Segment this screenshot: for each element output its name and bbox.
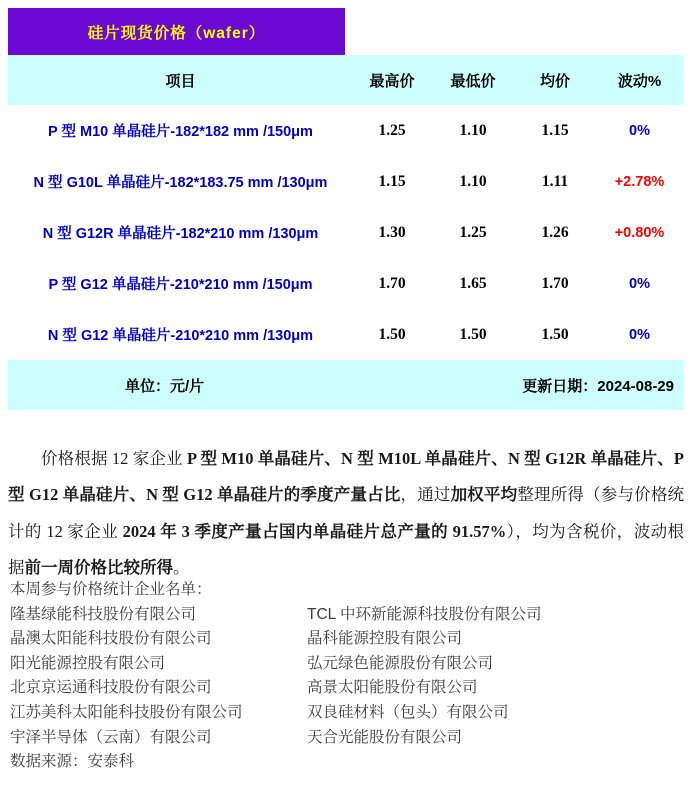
note-segment: 。	[173, 558, 190, 578]
cell-change: +2.78%	[614, 173, 665, 190]
cell-change: 0%	[629, 122, 650, 139]
cell-item-name: N 型 G12 单晶硅片-210*210 mm /130μm	[47, 328, 314, 344]
cell-change: +0.80%	[614, 224, 665, 241]
company-name: 弘元绿色能源股份有限公司	[307, 654, 494, 672]
note-segment: P 型 M10 单晶硅片、N 型 M10L 单晶硅片、N 型 G12R 单晶硅片、P 型 G12 单晶硅片、N 型 G12 单晶硅片的季度产量占比	[8, 449, 685, 505]
note-segment: ，通过	[400, 485, 451, 505]
header-cell-change: 波动%	[617, 72, 662, 90]
header-cell-avg: 均价	[539, 72, 570, 90]
cell-item-name: P 型 G12 单晶硅片-210*210 mm /150μm	[48, 277, 313, 293]
cell-high-price: 1.15	[378, 172, 406, 190]
note-segment: 价格根据 12 家企业	[41, 449, 187, 468]
cell-change: 0%	[629, 275, 650, 292]
update-date: 更新日期：2024-08-29	[522, 377, 674, 395]
header-cell-item: 项目	[165, 72, 196, 90]
note-segment: 前一周价格比较所得	[24, 558, 173, 578]
cell-low-price: 1.50	[459, 325, 487, 343]
page-title: 硅片现货价格（wafer）	[87, 24, 266, 42]
company-name: 隆基绿能科技股份有限公司	[10, 605, 197, 623]
company-name: 阳光能源控股有限公司	[10, 654, 166, 672]
note-segment: 整理所得（参与价格统计的 12 家企业	[8, 485, 685, 541]
note-paragraph	[8, 441, 684, 587]
unit-label: 单位：元/片	[125, 377, 205, 395]
cell-avg-price: 1.15	[541, 121, 569, 139]
cell-high-price: 1.50	[378, 325, 406, 343]
cell-low-price: 1.25	[459, 223, 487, 241]
cell-low-price: 1.10	[459, 172, 487, 190]
title-banner	[8, 8, 345, 55]
company-name: 江苏美科太阳能科技股份有限公司	[10, 703, 243, 721]
cell-item-name: N 型 G10L 单晶硅片-182*183.75 mm /130μm	[33, 175, 328, 191]
table-rows	[8, 105, 684, 360]
companies-heading: 本周参与价格统计企业名单：	[10, 581, 212, 598]
cell-avg-price: 1.11	[541, 172, 569, 190]
cell-low-price: 1.65	[459, 274, 487, 292]
cell-avg-price: 1.26	[541, 223, 569, 241]
table-row	[8, 156, 684, 207]
cell-change: 0%	[629, 326, 650, 343]
note-segment: ），均为含税价，波动根据	[8, 521, 685, 578]
table-row	[8, 258, 684, 309]
header-cell-high: 最高价	[369, 72, 415, 90]
companies-grid	[10, 603, 686, 751]
cell-avg-price: 1.70	[541, 274, 569, 292]
cell-high-price: 1.30	[378, 223, 406, 241]
note-segment: 加权平均	[450, 485, 518, 505]
company-name: 宇泽半导体（云南）有限公司	[10, 728, 212, 746]
table-row	[8, 207, 684, 258]
table-row	[8, 309, 684, 360]
header-cell-low: 最低价	[450, 72, 496, 90]
cell-avg-price: 1.50	[541, 325, 569, 343]
data-source: 数据来源：安泰科	[10, 753, 135, 771]
table-header-row	[8, 55, 684, 105]
company-name: 天合光能股份有限公司	[307, 728, 463, 746]
companies-section	[10, 578, 686, 775]
table-footer-row	[8, 360, 684, 410]
company-name: 北京京运通科技股份有限公司	[10, 679, 212, 697]
company-name: 晶科能源控股有限公司	[307, 630, 463, 648]
company-name: TCL 中环新能源科技股份有限公司	[307, 605, 542, 623]
company-name: 高景太阳能股份有限公司	[307, 679, 478, 697]
cell-low-price: 1.10	[459, 121, 487, 139]
cell-item-name: N 型 G12R 单晶硅片-182*210 mm /130μm	[42, 226, 319, 242]
note-segment: 2024 年 3 季度产量占国内单晶硅片总产量的 91.57%	[122, 521, 507, 541]
cell-high-price: 1.70	[378, 274, 406, 292]
table-row	[8, 105, 684, 156]
cell-item-name: P 型 M10 单晶硅片-182*182 mm /150μm	[48, 124, 313, 140]
company-name: 双良硅材料（包头）有限公司	[307, 703, 509, 721]
cell-high-price: 1.25	[378, 121, 406, 139]
company-name: 晶澳太阳能科技股份有限公司	[10, 630, 212, 648]
